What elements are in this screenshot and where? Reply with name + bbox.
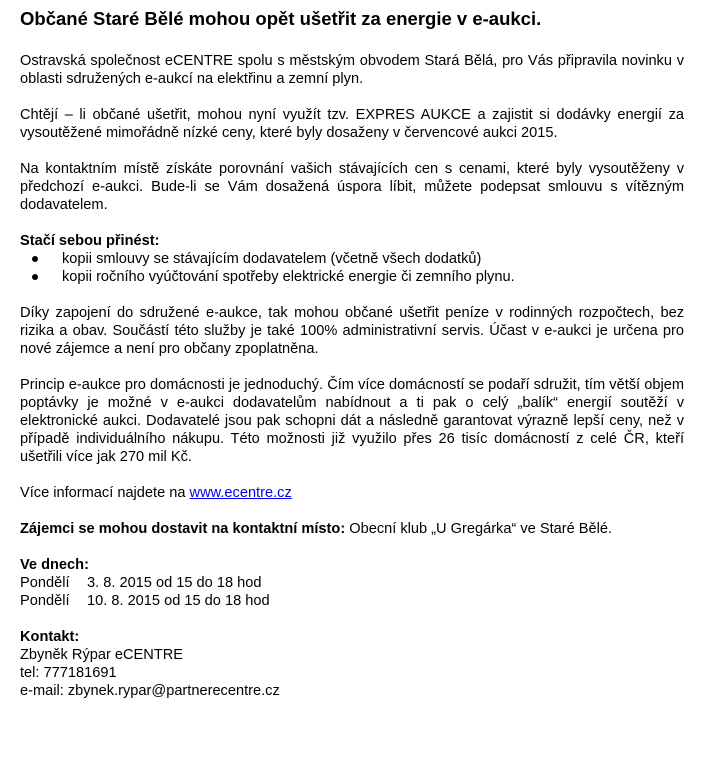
bring-list xyxy=(20,250,684,286)
list-item: kopii smlouvy se stávajícím dodavatelem (včetně všech dodatků) xyxy=(20,250,684,268)
document-page xyxy=(20,8,684,700)
venue-label: Zájemci se mohou dostavit na kontaktní místo: xyxy=(20,521,346,537)
list-item: kopii ročního vyúčtování spotřeby elektrické energie či zemního plynu. xyxy=(20,268,684,286)
intro-paragraph: Ostravská společnost eCENTRE spolu s městským obvodem Stará Bělá, pro Vás připravila novinku v oblasti sdružených e-aukcí na elektřinu a zemní plyn. xyxy=(20,53,684,87)
express-auction-paragraph: Chtějí – li občané ušetřit, mohou nyní využít tzv. EXPRES AUKCE a zajistit si dodávky energií za vysoutěžené mimořádně nízké ceny, které byly dosaženy v červencové aukci 2015. xyxy=(20,107,684,141)
contact-heading: Kontakt: xyxy=(20,629,80,645)
contact-phone: tel: 777181691 xyxy=(20,665,117,681)
days-heading: Ve dnech: xyxy=(20,557,89,573)
contact-place-paragraph: Na kontaktním místě získáte porovnání vašich stávajících cen s cenami, které byly vysoutěženy v předchozí e-aukci. Bude-li se Vám dosažená úspora líbit, můžete podepsat smlouvu s vítězným dodavatelem. xyxy=(20,161,684,213)
bullet-icon xyxy=(32,256,38,262)
bullet-icon xyxy=(32,274,38,280)
ecentre-link[interactable]: www.ecentre.cz xyxy=(189,485,292,501)
contact-name: Zbyněk Rýpar eCENTRE xyxy=(20,647,184,663)
venue-place: Obecní klub „U Gregárka“ ve Staré Bělé. xyxy=(345,521,613,537)
document-title: Občané Staré Bělé mohou opět ušetřit za energie v e-aukci. xyxy=(20,8,542,29)
contact-email: e-mail: zbynek.rypar@partnerecentre.cz xyxy=(20,683,280,699)
principle-paragraph: Princip e-aukce pro domácnosti je jednoduchý. Čím více domácností se podaří sdružit, tím větší objem poptávky je možné v e-aukci dodavatelům nabídnout a ti pak o celý „balík“ energií soutěží v elektronické aukci. Dodavatelé jsou pak schopni dát a následně garantovat výrazně lepší ceny, než v případě individuálního nákupu. Této možnosti již využilo přes 26 tisíc domácností z celé ČR, kteří ušetřili více jak 270 mil Kč. xyxy=(20,377,684,465)
venue-line xyxy=(20,520,684,538)
date-row: Pondělí 10. 8. 2015 od 15 do 18 hod xyxy=(20,593,270,609)
more-info-line: Více informací najdete na www.ecentre.cz xyxy=(20,485,292,501)
benefits-paragraph: Díky zapojení do sdružené e-aukce, tak mohou občané ušetřit peníze v rodinných rozpočtech, bez rizika a obav. Součástí této služby je také 100% administrativní servis. Účast v e-aukci je určena pro nové zájemce a není pro občany zpoplatněna. xyxy=(20,305,684,357)
date-row: Pondělí 3. 8. 2015 od 15 do 18 hod xyxy=(20,575,262,591)
bring-heading: Stačí sebou přinést: xyxy=(20,233,160,249)
